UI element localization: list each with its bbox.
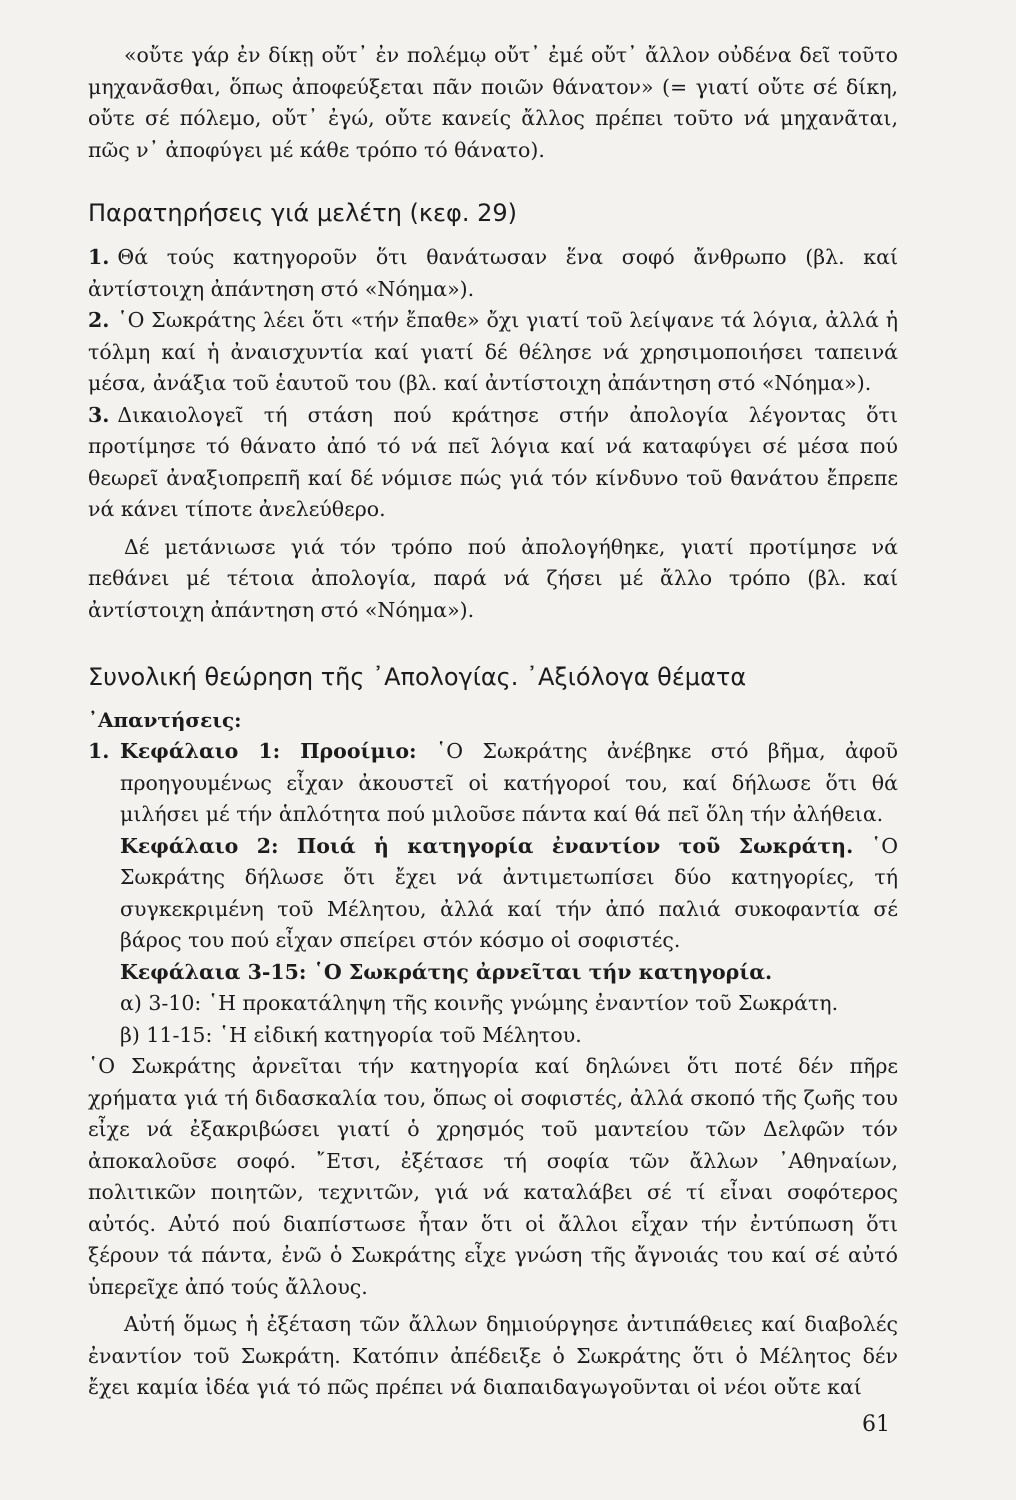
chapter-2-text: ῾Ο Σωκράτης δήλωσε ὅτι ἔχει νά ἀντιμετωπίσει δύο κατηγορίες, τή συγκεκριμένη τοῦ Μέλητου, ἀλλά καί τήν ἀπό παλιά συκοφαντία σέ βάρος του πού εἶχαν σπείρει στόν κόσμο οἱ σοφιστές.: [120, 833, 899, 952]
observation-item-3: [88, 400, 898, 526]
subsection-a: α) 3-10: ῾Η προκατάληψη τῆς κοινῆς γνώμης ἐναντίον τοῦ Σωκράτη.: [120, 991, 839, 1015]
answer-item-1: [88, 736, 898, 1051]
observations-heading: Παρατηρήσεις γιά μελέτη (κεφ. 29): [88, 199, 517, 227]
quote-greek: «οὔτε γάρ ἐν δίκῃ οὔτ᾽ ἐν πολέμῳ οὔτ᾽ ἐμέ οὔτ᾽ ἄλλον οὐδένα δεῖ τοῦτο μηχανᾶσθαι, ὅπως ἀποφεύξεται πᾶν ποιῶν θάνατον»: [88, 43, 898, 99]
chapter-2-paragraph: [120, 831, 898, 957]
answer-number: 1.: [88, 739, 110, 763]
answer-body: [120, 736, 898, 1051]
chapter-1-title: Κεφάλαιο 1: Προοίμιο:: [120, 739, 417, 763]
observation-follow-paragraph: Δέ μετάνιωσε γιά τόν τρόπο πού ἀπολογήθηκε, γιατί προτίμησε νά πεθάνει μέ τέτοια ἀπολογία, παρά νά ζήσει μέ ἄλλο τρόπο (βλ. καί ἀντίστοιχη ἀπάντηση στό «Νόημα»).: [88, 534, 898, 622]
overview-paragraph-2: Αὐτή ὅμως ἡ ἐξέταση τῶν ἄλλων δημιούργησε ἀντιπάθειες καί διαβολές ἐναντίον τοῦ Σωκράτη. Κατόπιν ἀπέδειξε ὁ Σωκράτης ὅτι ὁ Μέλητος δέν ἔχει καμία ἰδέα γιά τό πῶς πρέπει νά διαπαιδαγωγοῦνται οἱ νέοι οὔτε καί: [88, 1312, 898, 1399]
quote-paragraph: [88, 40, 898, 166]
observation-number: 3.: [88, 402, 110, 427]
chapter-3-title: Κεφάλαια 3-15: ῾Ο Σωκράτης ἀρνεῖται τήν κατηγορία.: [120, 959, 773, 984]
observation-number: 1.: [88, 245, 110, 269]
observation-text: Θά τούς κατηγοροῦν ὅτι θανάτωσαν ἕνα σοφό ἄνθρωπο (βλ. καί ἀντίστοιχη ἀπάντηση στό «Νόημα»).: [88, 245, 898, 301]
answers-label: ᾿Απαντήσεις:: [88, 708, 242, 732]
quote-translation: (= γιατί οὔτε σέ δίκη, οὔτε σέ πόλεμο, οὔτ᾽ ἐγώ, οὔτε κανείς ἄλλος πρέπει τοῦτο νά μηχανᾶται, πῶς ν᾽ ἀποφύγει μέ κάθε τρόπο τό θάνατο).: [88, 74, 898, 162]
observation-number: 2.: [88, 308, 110, 332]
chapter-1-paragraph: [120, 736, 898, 831]
observation-item-2: [88, 305, 898, 400]
observation-text: ῾Ο Σωκράτης λέει ὅτι «τήν ἔπαθε» ὄχι γιατί τοῦ λείψανε τά λόγια, ἀλλά ἡ τόλμη καί ἡ ἀναισχυντία καί γιατί δέ θέλησε νά χρησιμοποιήσει ταπεινά μέσα, ἀνάξια τοῦ ἑαυτοῦ του (βλ. καί ἀντίστοιχη ἀπάντηση στό «Νόημα»).: [88, 308, 898, 395]
overview-paragraph-1: ῾Ο Σωκράτης ἀρνεῖται τήν κατηγορία καί δηλώνει ὅτι ποτέ δέν πῆρε χρήματα γιά τή διδασκαλία του, ὅπως οἱ σοφιστές, ἀλλά σκοπό τῆς ζωῆς του εἶχε νά ἐξακριβώσει γιατί ὁ χρησμός τοῦ μαντείου τῶν Δελφῶν τόν ἀποκαλοῦσε σοφό. ῎Ετσι, ἐξέτασε τή σοφία τῶν ἄλλων ᾿Αθηναίων, πολιτικῶν ποιητῶν, τεχνιτῶν, γιά νά καταλάβει σέ τί εἶναι σοφότερος αὐτός. Αὐτό πού διαπίστωσε ἦταν ὅτι οἱ ἄλλοι εἶχαν τήν ἐντύπωση ὅτι ξέρουν τά πάντα, ἐνῶ ὁ Σωκράτης εἶχε γνώση τῆς ἄγνοιάς του καί σέ αὐτό ὑπερεῖχε ἀπό τούς ἄλλους.: [88, 1054, 898, 1299]
chapter-2-title: Κεφάλαιο 2: Ποιά ἡ κατηγορία ἐναντίον τοῦ Σωκράτη.: [120, 833, 854, 858]
page-number: 61: [862, 1412, 890, 1437]
observation-item-1: [88, 242, 898, 305]
chapter-1-text: ῾Ο Σωκράτης ἀνέβηκε στό βῆμα, ἀφοῦ προηγουμένως εἶχαν ἀκουστεῖ οἱ κατήγοροί του, καί δήλωσε ὅτι θά μιλήσει μέ τήν ἁπλότητα πού μιλοῦσε πάντα καί θά πεῖ ὅλη τήν ἀλήθεια.: [120, 739, 899, 826]
overview-heading: Συνολική θεώρηση τῆς ᾿Απολογίας. ᾿Αξιόλογα θέματα: [88, 663, 747, 691]
observation-text: Δικαιολογεῖ τή στάση πού κράτησε στήν ἀπολογία λέγοντας ὅτι προτίμησε τό θάνατο ἀπό τό νά πεῖ λόγια καί νά καταφύγει σέ μέσα πού θεωρεῖ ἀναξιοπρεπῆ καί δέ νόμισε πώς γιά τόν κίνδυνο τοῦ θανάτου ἔπρεπε νά κάνει τίποτε ἀνελεύθερο.: [88, 402, 898, 521]
subsection-b: β) 11-15: ῾Η εἰδική κατηγορία τοῦ Μέλητου.: [120, 1022, 582, 1047]
